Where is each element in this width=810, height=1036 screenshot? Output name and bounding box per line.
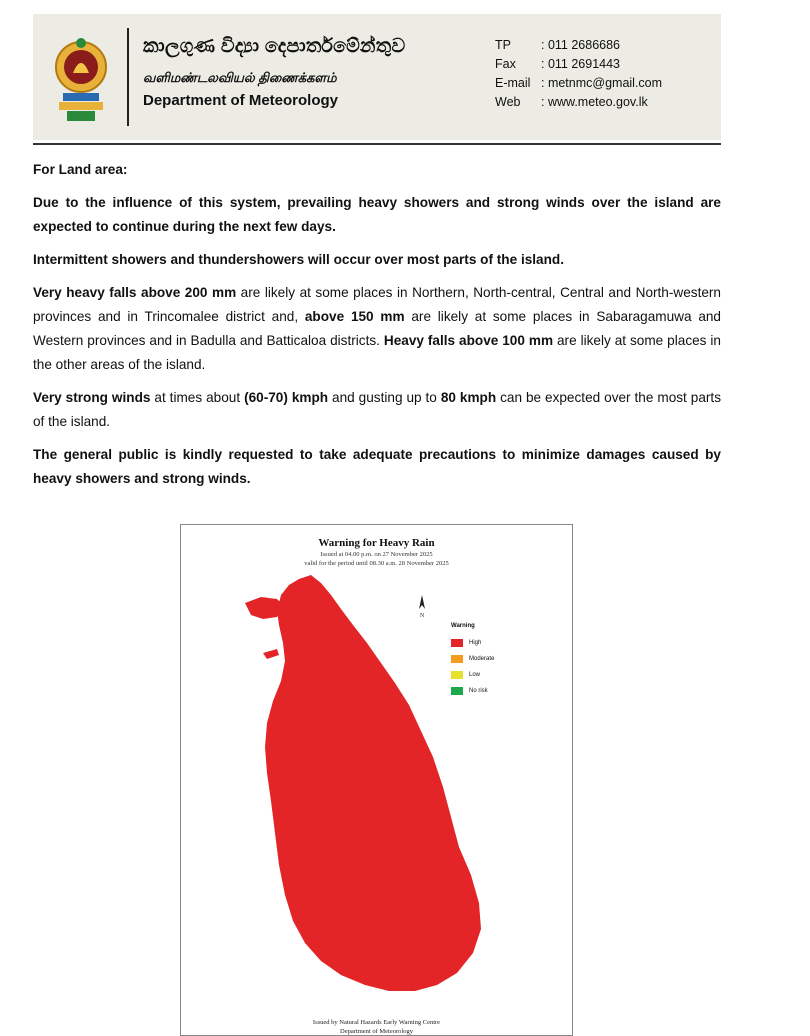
paragraph-winds: Very strong winds at times about (60-70) kmph and gusting up to 80 kmph can be expected over the most parts of the island. (33, 390, 721, 429)
map-validity: valid for the period until 08.30 a.m. 28 November 2025 (304, 560, 449, 567)
legend-swatch-moderate (451, 655, 463, 663)
advisory-body (33, 158, 721, 500)
map-issuer: Issued by Natural Hazards Early Warning Centre (312, 1019, 441, 1026)
contact-tp: TP : 011 2686686 (495, 38, 621, 52)
header-rule (33, 143, 721, 145)
north-arrow-icon (419, 595, 425, 609)
org-name-sinhala: කාලගුණ විද්‍යා දෙපාර්තමේන්තුව (143, 36, 406, 57)
map-legend (451, 623, 494, 699)
org-name-english: Department of Meteorology (143, 92, 339, 109)
map-department: Department of Meteorology (340, 1028, 413, 1035)
header-divider (127, 28, 129, 126)
legend-swatch-low (451, 671, 463, 679)
legend-item-moderate: Moderate (451, 651, 494, 667)
heavy-rain-warning-map (180, 524, 573, 1036)
sri-lanka-map (181, 525, 572, 1035)
contact-web[interactable]: Web : www.meteo.gov.lk (495, 95, 648, 109)
map-issue-time: Issued at 04.00 p.m. on 27 November 2025 (320, 551, 433, 558)
sri-lanka-emblem-icon (53, 29, 109, 129)
contact-email[interactable]: E-mail : metnmc@gmail.com (495, 76, 663, 90)
paragraph-influence: Due to the influence of this system, prevailing heavy showers and strong winds over the island are expected to continue during the next few days. (33, 195, 721, 234)
legend-item-low: Low (451, 667, 494, 683)
mannar-island (263, 649, 279, 659)
org-name-tamil: வளிமண்டலவியல் திணைக்களம் (143, 70, 337, 85)
legend-item-no-risk: No risk (451, 683, 494, 699)
section-heading: For Land area: (33, 162, 128, 177)
legend-title: Warning (451, 623, 475, 629)
island-shape (265, 575, 481, 991)
legend-swatch-high (451, 639, 463, 647)
contact-fax: Fax : 011 2691443 (495, 57, 621, 71)
map-title: Warning for Heavy Rain (318, 537, 435, 549)
paragraph-rainfall: Very heavy falls above 200 mm are likely at some places in Northern, North-central, Central and North-western provinces and in Trincomalee district and, above 150 mm are likely at some places in Sabaragamuwa and Western provinces and in Badulla and Batticaloa districts. Heavy falls above 100 mm are likely at some places in the other areas of the island. (33, 285, 721, 372)
contact-info (495, 36, 662, 112)
legend-item-high: High (451, 635, 494, 651)
paragraph-showers: Intermittent showers and thundershowers will occur over most parts of the island. (33, 252, 565, 267)
letterhead (33, 14, 721, 140)
paragraph-precautions: The general public is kindly requested to take adequate precautions to minimize damages caused by heavy showers and strong winds. (33, 447, 721, 486)
legend-swatch-no-risk (451, 687, 463, 695)
svg-text:N: N (419, 613, 425, 619)
